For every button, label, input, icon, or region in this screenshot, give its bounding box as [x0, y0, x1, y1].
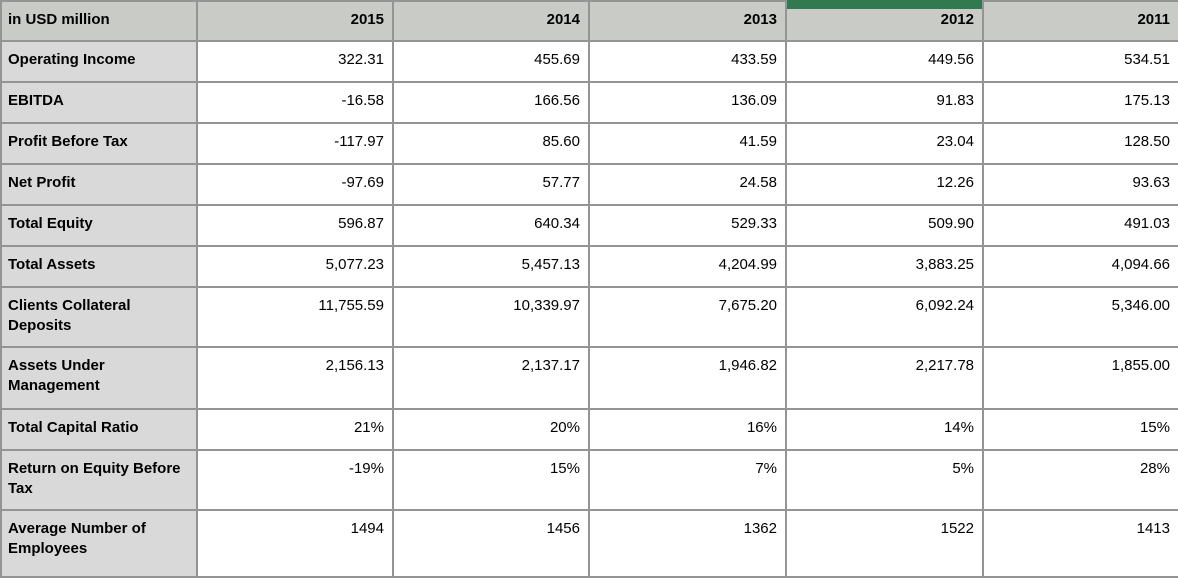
table-cell: 15%: [983, 409, 1178, 450]
table-cell: 509.90: [786, 205, 983, 246]
row-label: EBITDA: [1, 82, 197, 123]
table-cell: 2,137.17: [393, 347, 589, 409]
table-cell: 1362: [589, 510, 786, 577]
table-cell: 1,946.82: [589, 347, 786, 409]
table-cell: 455.69: [393, 41, 589, 82]
year-header-2012[interactable]: [786, 1, 983, 41]
table-cell: 93.63: [983, 164, 1178, 205]
table-cell: 57.77: [393, 164, 589, 205]
row-label: Return on Equity Before Tax: [1, 450, 197, 510]
table-cell: 1413: [983, 510, 1178, 577]
table-cell: 23.04: [786, 123, 983, 164]
table-cell: 534.51: [983, 41, 1178, 82]
table-cell: 5%: [786, 450, 983, 510]
year-label: 2013: [743, 11, 777, 28]
table-cell: 85.60: [393, 123, 589, 164]
table-cell: 2,156.13: [197, 347, 393, 409]
table-row-operating-income: [1, 41, 1178, 82]
table-cell: -19%: [197, 450, 393, 510]
table-cell: 28%: [983, 450, 1178, 510]
table-row-total-equity: [1, 205, 1178, 246]
table-cell: 4,094.66: [983, 246, 1178, 287]
table-cell: 20%: [393, 409, 589, 450]
table-cell: 24.58: [589, 164, 786, 205]
table-cell: 175.13: [983, 82, 1178, 123]
table-cell: 5,077.23: [197, 246, 393, 287]
header-row: [1, 1, 1178, 41]
table-cell: 1522: [786, 510, 983, 577]
table-cell: 5,346.00: [983, 287, 1178, 347]
table-cell: 11,755.59: [197, 287, 393, 347]
table-row-return-on-equity-before-tax: [1, 450, 1178, 510]
table-cell: 14%: [786, 409, 983, 450]
table-cell: 6,092.24: [786, 287, 983, 347]
table-cell: 491.03: [983, 205, 1178, 246]
table-cell: 16%: [589, 409, 786, 450]
table-cell: 1494: [197, 510, 393, 577]
table-cell: 433.59: [589, 41, 786, 82]
table-cell: -16.58: [197, 82, 393, 123]
year-header-2011[interactable]: [983, 1, 1178, 41]
selected-column-indicator: [786, 2, 983, 9]
year-header-2014[interactable]: [393, 1, 589, 41]
table-cell: 449.56: [786, 41, 983, 82]
table-row-ebitda: [1, 82, 1178, 123]
row-label: Total Assets: [1, 246, 197, 287]
table-row-total-capital-ratio: [1, 409, 1178, 450]
table-cell: 3,883.25: [786, 246, 983, 287]
year-label: 2014: [546, 11, 580, 28]
table-row-profit-before-tax: [1, 123, 1178, 164]
table-cell: 640.34: [393, 205, 589, 246]
table-row-assets-under-management: [1, 347, 1178, 409]
table-cell: 529.33: [589, 205, 786, 246]
year-header-2013[interactable]: [589, 1, 786, 41]
table-cell: 21%: [197, 409, 393, 450]
table-cell: 2,217.78: [786, 347, 983, 409]
table-cell: 128.50: [983, 123, 1178, 164]
table-cell: 12.26: [786, 164, 983, 205]
year-header-2015[interactable]: [197, 1, 393, 41]
row-label: Average Number of Employees: [1, 510, 197, 577]
table-cell: 41.59: [589, 123, 786, 164]
table-row-total-assets: [1, 246, 1178, 287]
unit-header: in USD million: [1, 1, 197, 41]
table-cell: -117.97: [197, 123, 393, 164]
year-label: 2012: [940, 11, 974, 28]
table-cell: 15%: [393, 450, 589, 510]
row-label: Total Equity: [1, 205, 197, 246]
table-cell: 5,457.13: [393, 246, 589, 287]
table-cell: 166.56: [393, 82, 589, 123]
table-cell: 91.83: [786, 82, 983, 123]
table-cell: 7%: [589, 450, 786, 510]
table-cell: 1,855.00: [983, 347, 1178, 409]
row-label: Net Profit: [1, 164, 197, 205]
table-cell: 596.87: [197, 205, 393, 246]
table-row-net-profit: [1, 164, 1178, 205]
table-row-clients-collateral-deposits: [1, 287, 1178, 347]
year-label: 2011: [1137, 11, 1170, 28]
row-label: Total Capital Ratio: [1, 409, 197, 450]
table-row-average-number-of-employees: [1, 510, 1178, 577]
table-cell: 1456: [393, 510, 589, 577]
row-label: Assets Under Management: [1, 347, 197, 409]
table-cell: 10,339.97: [393, 287, 589, 347]
row-label: Profit Before Tax: [1, 123, 197, 164]
table-cell: 322.31: [197, 41, 393, 82]
row-label: Operating Income: [1, 41, 197, 82]
table-cell: 4,204.99: [589, 246, 786, 287]
table-cell: 7,675.20: [589, 287, 786, 347]
row-label: Clients Collateral Deposits: [1, 287, 197, 347]
table-cell: 136.09: [589, 82, 786, 123]
year-label: 2015: [350, 11, 384, 28]
table-cell: -97.69: [197, 164, 393, 205]
